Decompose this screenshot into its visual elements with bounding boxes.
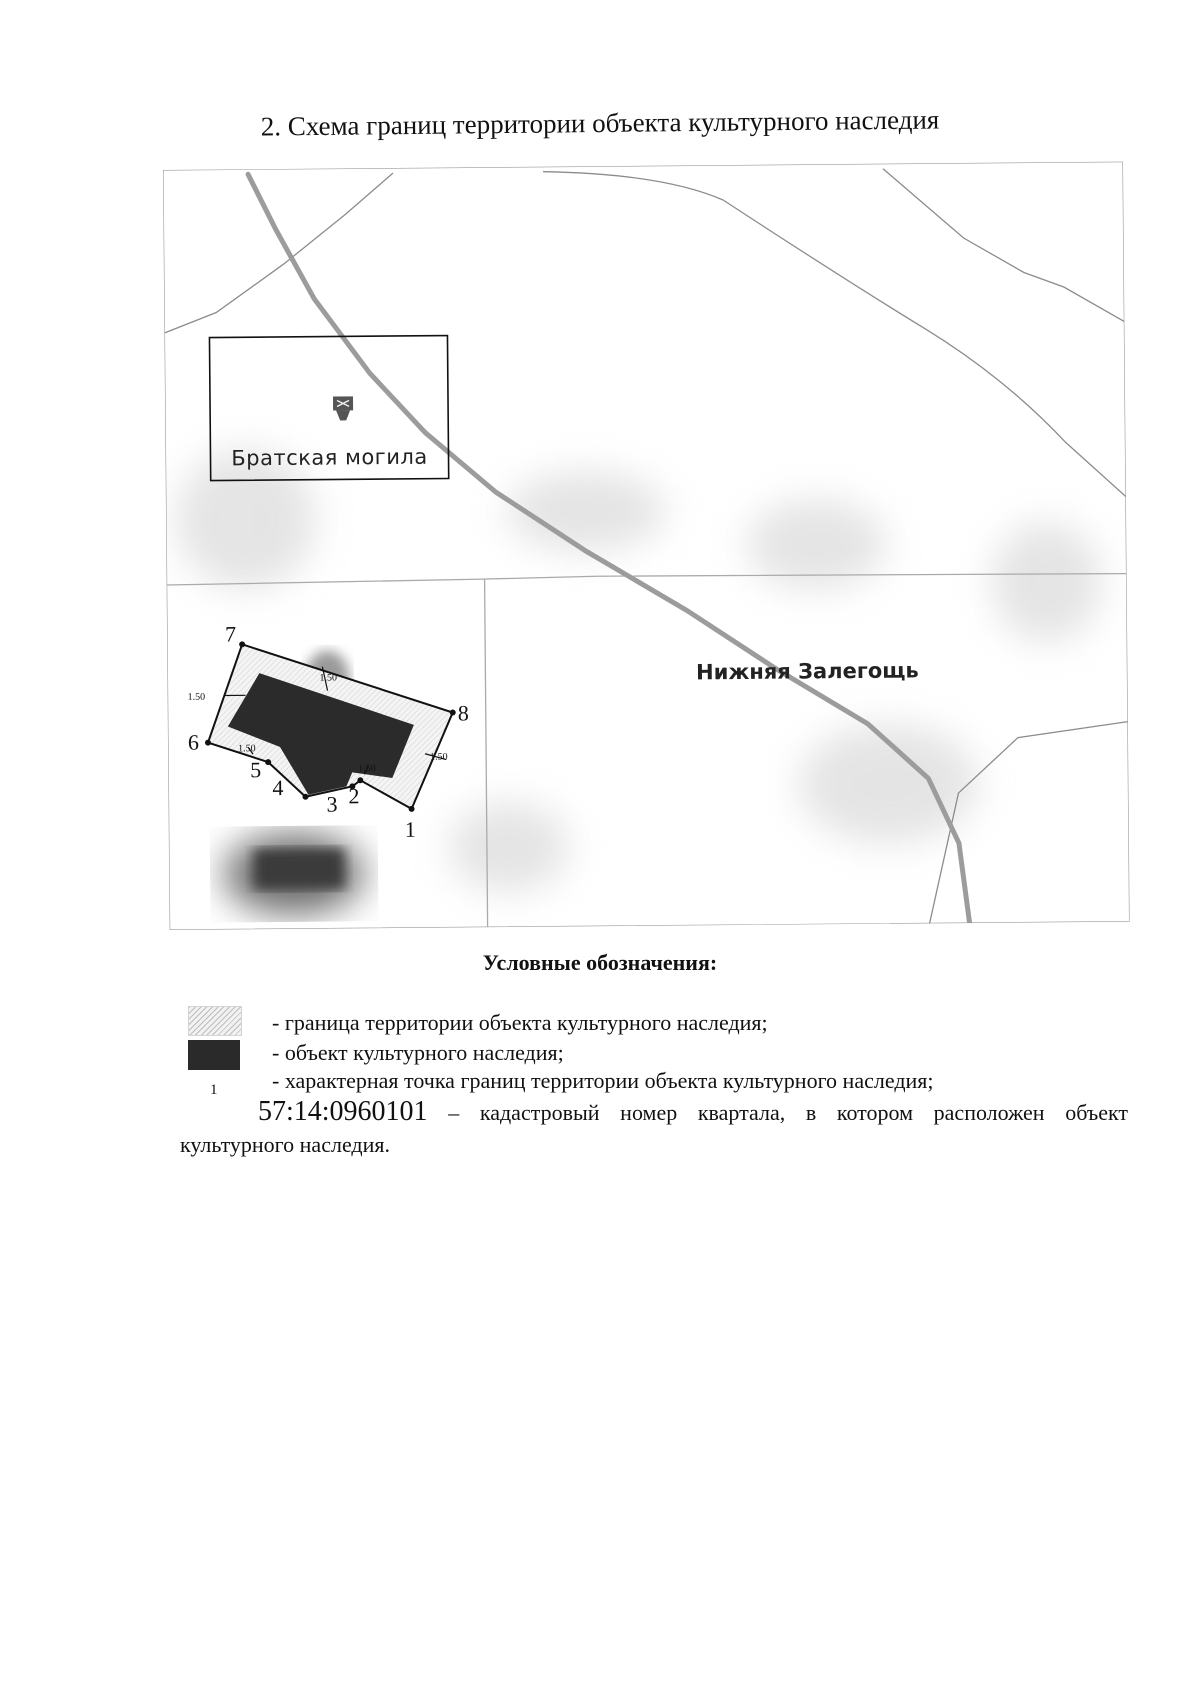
village-label: Нижняя Залегощь [696,658,919,685]
legend-item-boundary: - граница территории объекта культурного наследия; [272,1010,768,1035]
offset-label-top: 1.50 [319,672,337,684]
legend-item-object: - объект культурного наследия; [272,1040,564,1065]
point-label-8: 8 [457,700,469,726]
point-label-7: 7 [224,621,237,647]
point-sample: 1 [210,1082,218,1098]
legend-title: Условные обозначения: [482,950,718,975]
offset-label-bottom-mid: 1.50 [358,763,376,775]
monument-label: Братская могила [231,444,428,471]
cadastral-text: – кадастровый номер квартала, в котором расположен объект [448,1100,1128,1125]
page-title: 2. Схема границ территории объекта культурного наследия [260,104,940,142]
point-label-3: 3 [326,791,338,817]
cadastral-number: 57:14:0960101 [258,1096,428,1127]
cadastral-map [163,162,1130,930]
point-label-6: 6 [187,729,200,755]
point-label-1: 1 [404,816,416,842]
point-label-4: 4 [272,774,284,801]
object-swatch [188,1040,240,1070]
offset-label-left: 1.50 [187,691,206,703]
boundary-swatch [188,1006,242,1036]
offset-label-bottom-left: 1.50 [238,743,256,755]
point-label-5: 5 [250,757,262,783]
cadastral-line [258,1096,1128,1128]
cadastral-continuation: культурного наследия. [180,1132,390,1157]
legend-item-point: - характерная точка границ территории объекта культурного наследия; [272,1068,934,1093]
offset-label-right: 1.50 [430,751,448,763]
point-label-2: 2 [348,783,360,809]
